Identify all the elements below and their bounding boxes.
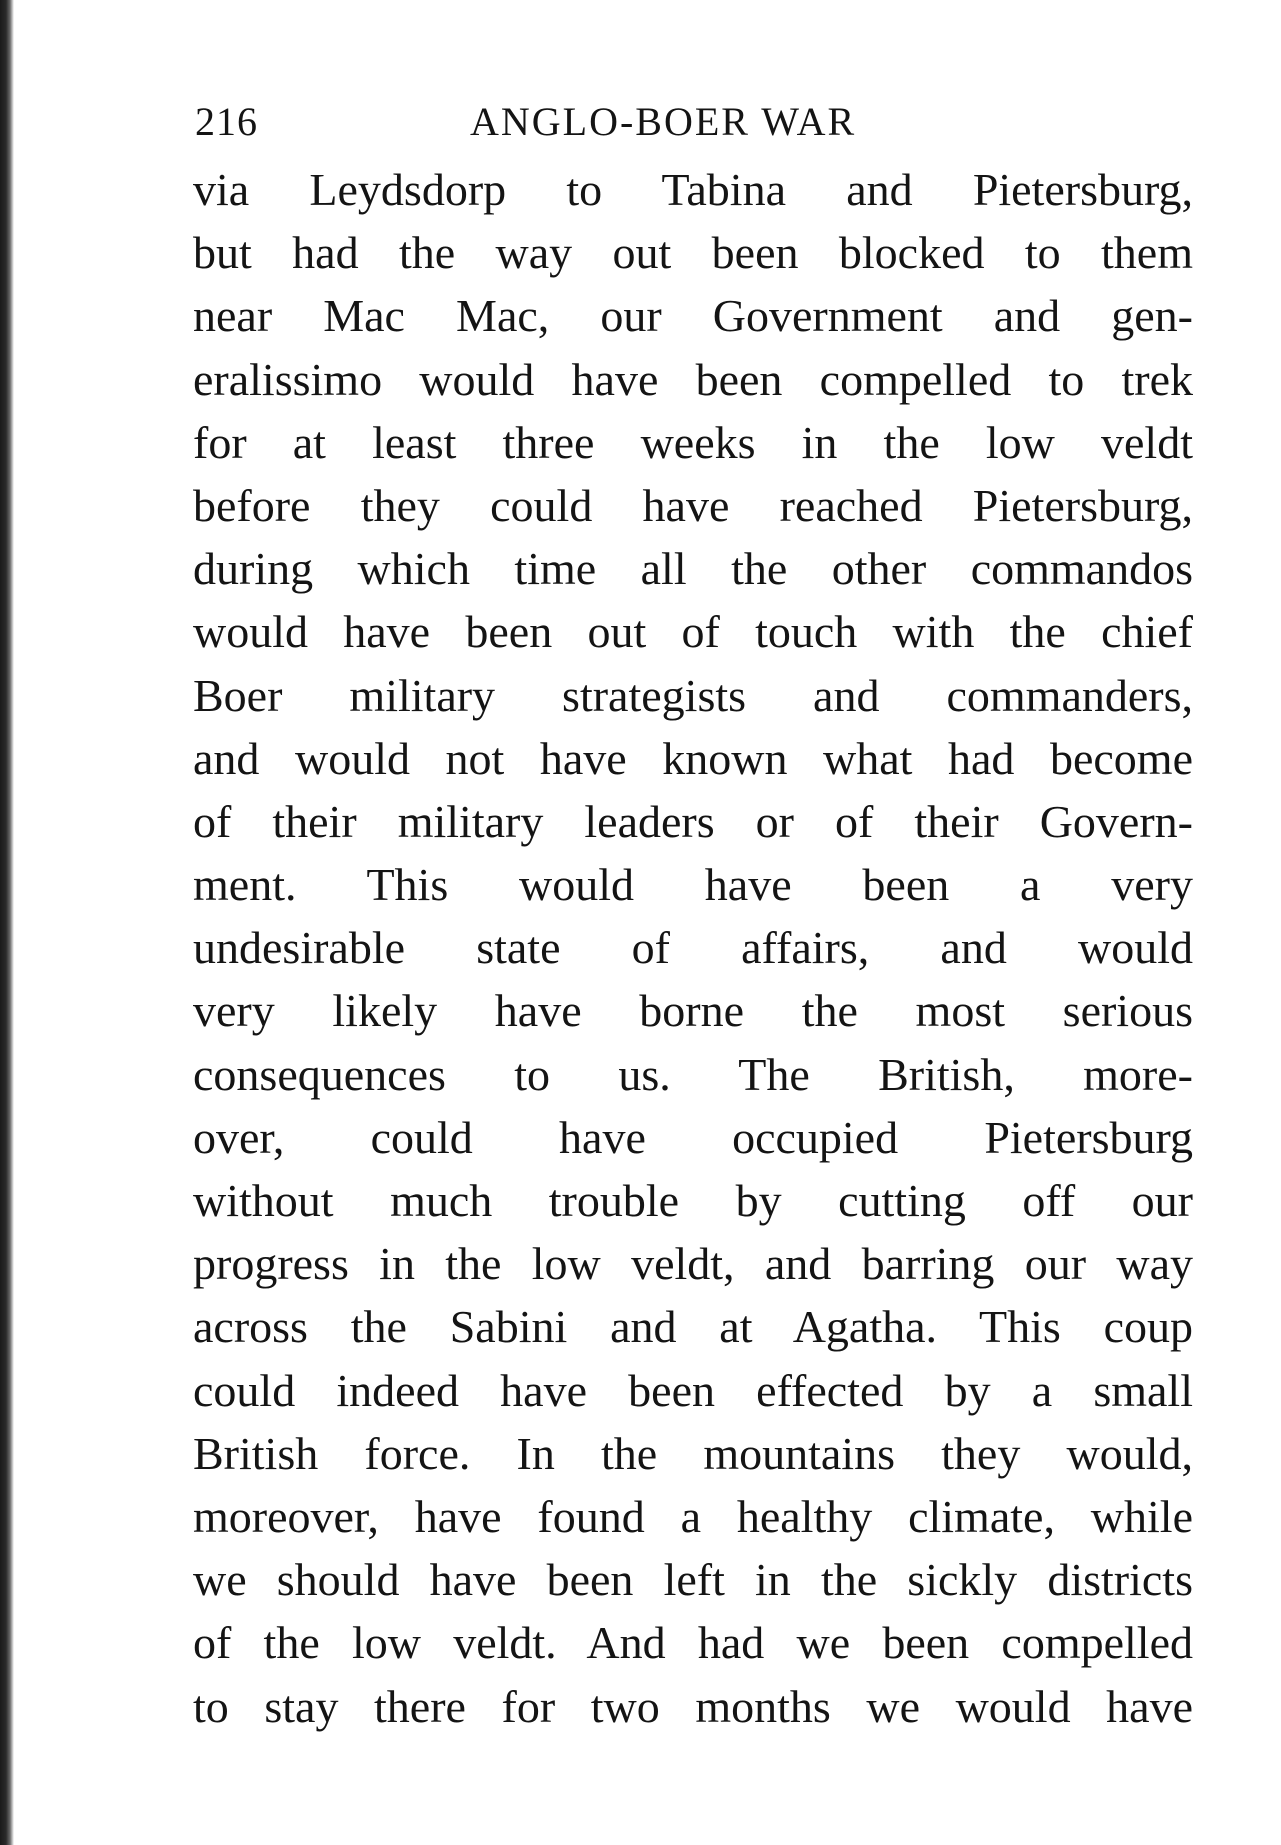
text-line: moreover, have found a healthy climate, while (193, 1490, 1193, 1542)
text-line: without much trouble by cutting off our (193, 1175, 1193, 1226)
text-line: but had the way out been blocked to them (193, 227, 1193, 279)
page-number: 216 (195, 99, 258, 144)
text-line: via Leydsdorp to Tabina and Pietersburg, (193, 164, 1193, 215)
running-head (195, 92, 1195, 152)
text-line: over, could have occupied Pietersburg (193, 1111, 1193, 1163)
text-line: ment. This would have been a very (193, 859, 1193, 911)
text-line: undesirable state of affairs, and would (193, 922, 1193, 974)
text-line: eralissimo would have been compelled to trek (193, 353, 1193, 405)
body-text (193, 158, 1193, 1738)
text-line: near Mac Mac, our Government and gen- (193, 290, 1193, 342)
binding-edge (0, 0, 14, 1845)
text-line: very likely have borne the most serious (193, 985, 1193, 1037)
text-line: of their military leaders or of their Govern- (193, 795, 1193, 847)
text-line: would have been out of touch with the chief (193, 606, 1193, 658)
text-line: could indeed have been effected by a small (193, 1364, 1193, 1416)
text-line: across the Sabini and at Agatha. This coup (193, 1301, 1193, 1353)
text-line: and would not have known what had become (193, 732, 1193, 784)
text-line: to stay there for two months we would have (193, 1680, 1193, 1732)
text-line: during which time all the other commandos (193, 543, 1193, 595)
text-line: Boer military strategists and commanders, (193, 669, 1193, 721)
text-line: progress in the low veldt, and barring our way (193, 1238, 1193, 1290)
text-line: consequences to us. The British, more- (193, 1048, 1193, 1100)
text-line: of the low veldt. And had we been compelled (193, 1617, 1193, 1669)
running-title: ANGLO-BOER WAR (470, 99, 857, 144)
text-line: before they could have reached Pietersburg, (193, 479, 1193, 531)
text-line: we should have been left in the sickly districts (193, 1554, 1193, 1606)
text-line: for at least three weeks in the low veldt (193, 416, 1193, 468)
text-line: British force. In the mountains they would, (193, 1427, 1193, 1479)
